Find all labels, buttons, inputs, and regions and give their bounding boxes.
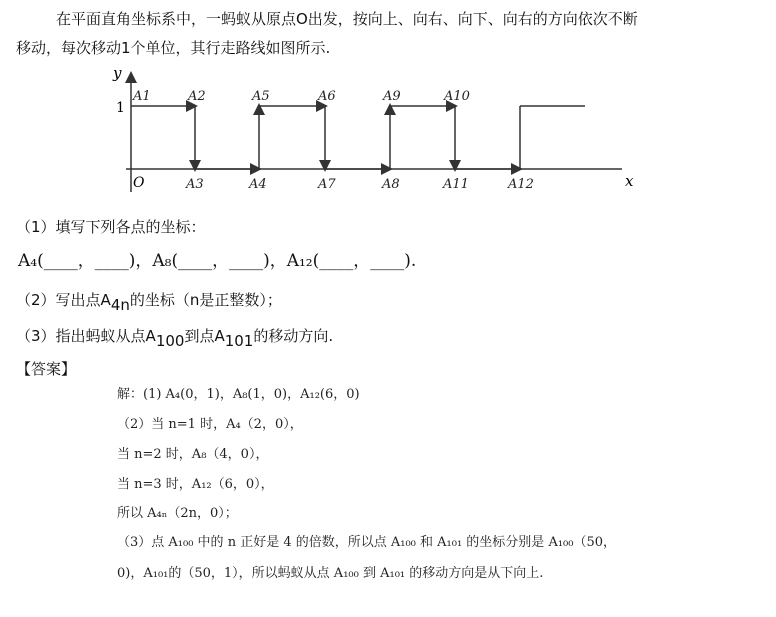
q3-text-mid: 到点A: [184, 327, 225, 345]
label-a9: A9: [383, 89, 401, 104]
label-a1: A1: [133, 89, 151, 104]
question-1: （1）填写下列各点的坐标：: [16, 218, 206, 236]
label-a12: A12: [508, 177, 534, 192]
label-a6: A6: [318, 89, 336, 104]
path-figure: [0, 62, 776, 202]
label-a8: A8: [382, 177, 400, 192]
q3-subscript-2: 101: [224, 332, 254, 350]
answer-line-7: 0)，A₁₀₁的（50，1），所以蚂蚁从点 A₁₀₀ 到 A₁₀₁ 的移动方向是从下向上.: [117, 566, 544, 581]
label-a7: A7: [318, 177, 336, 192]
q3-text-post: 的移动方向.: [253, 327, 334, 345]
q3-subscript-1: 100: [155, 332, 185, 350]
answer-heading: 【答案】: [16, 360, 77, 378]
label-a2: A2: [188, 89, 206, 104]
answer-line-4: 当 n=3 时，A₁₂（6，0），: [117, 477, 274, 492]
question-3: [16, 325, 333, 352]
question-2: [16, 289, 282, 316]
origin-label: O: [133, 175, 145, 191]
label-a10: A10: [444, 89, 470, 104]
answer-line-2: （2）当 n=1 时，A₄（2，0），: [117, 417, 303, 432]
intro-line-2: 移动，每次移动1个单位，其行走路线如图所示.: [16, 39, 331, 57]
answer-line-3: 当 n=2 时，A₈（4，0），: [117, 447, 269, 462]
label-a3: A3: [186, 177, 204, 192]
unit-label: 1: [116, 100, 125, 116]
y-axis-label: y: [113, 64, 122, 82]
q2-text-pre: （2）写出点A: [16, 291, 111, 309]
answer-line-5: 所以 A₄ₙ（2n，0）；: [117, 506, 238, 521]
label-a4: A4: [249, 177, 267, 192]
intro-line-1: 在平面直角坐标系中，一蚂蚁从原点O出发，按向上、向右、向下、向右的方向依次不断: [56, 10, 638, 28]
label-a5: A5: [252, 89, 270, 104]
question-1-blanks: A₄(____，____)，A₈(____，____)，A₁₂(____，____).: [18, 251, 417, 271]
q2-text-post: 的坐标（n是正整数）；: [129, 291, 282, 309]
answer-line-6: （3）点 A₁₀₀ 中的 n 正好是 4 的倍数，所以点 A₁₀₀ 和 A₁₀₁ 的坐标分别是 A₁₀₀（50，: [117, 535, 617, 550]
answer-line-1: 解：(1) A₄(0，1)，A₈(1，0)，A₁₂(6，0): [117, 387, 360, 402]
q2-subscript: 4n: [110, 296, 130, 314]
q3-text-pre: （3）指出蚂蚁从点A: [16, 327, 156, 345]
label-a11: A11: [443, 177, 469, 192]
x-axis-label: x: [625, 172, 634, 190]
